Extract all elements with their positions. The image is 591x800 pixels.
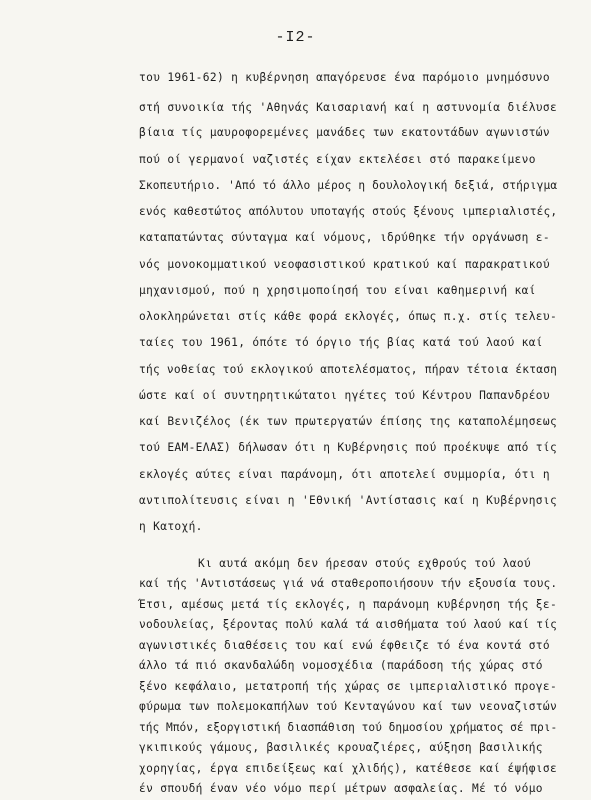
text-line: Σκοπευτήριο. 'Από τό άλλο μέρος η δουλολογική δεξιά, στήριγμα — [139, 179, 558, 192]
text-line: εκλογές αύτες είναι παράνομη, ότι αποτελεί συμμορία, ότι η — [139, 468, 550, 481]
text-line: χορηγίας, έργα επιδείξεως καί χλιδής), κατέθεσε καί έψήφισε — [139, 761, 558, 775]
text-line: φύρωμα των πολεμοκαπήλων τού Κενταγώνου καί των νεοναζιστών — [139, 700, 558, 714]
text-line: καί Βενιζέλος (έκ των πρωτεργατών έπίσης της καταπολέμησεως — [139, 415, 558, 428]
text-line: νοδουλείας, ξέροντας πολύ καλά τά αισθήματα τού λαού καί τίς — [139, 618, 558, 632]
text-line: τού ΕΑΜ-ΕΛΑΣ) δήλωσαν ότι η Κυβέρνησις πού προέκυψε από τίς — [139, 441, 558, 454]
text-line: αγωνιστικές διαθέσεις του καί ενώ έφθειζε τό ένα κοντά στό — [139, 638, 550, 652]
text-line: μηχανισμού, πού η χρησιμοποίησή του είναι καθημερινή καί — [139, 284, 536, 297]
text-line: νός μονοκομματικού νεοφασιστικού κρατικού καί παρακρατικού — [139, 258, 550, 271]
page-number: -I2- — [275, 29, 316, 46]
text-line: αντιπολίτευσις είναι η 'Εθνική 'Αντίστασις καί η Κυβέρνησις — [139, 494, 558, 507]
text-line: ώστε καί οί συντηρητικώτατοι ηγέτες τού Κέντρου Παπανδρέου — [139, 389, 550, 402]
text-line: Κι αυτά ακόμη δεν ήρεσαν στούς εχθρούς τού λαού — [198, 557, 532, 570]
text-line: ενός καθεστώτος απόλυτου υποταγής στούς ξένους ιμπεριαλιστές, — [139, 205, 558, 218]
text-line: έν σπουδή έναν νέο νόμο περί μέτρων ασφαλείας. Μέ τό νόμο — [139, 782, 543, 795]
text-line: καταπατώντας σύνταγμα καί νόμους, ιδρύθηκε τήν οργάνωση ε- — [139, 231, 550, 244]
text-line: Έτσι, αμέσως μετά τίς εκλογές, η παράνομη κυβέρνηση τής ξε- — [139, 597, 558, 611]
text-line: τής νοθείας τού εκλογικού αποτελέσματος, πήραν τέτοια έκταση — [139, 363, 558, 376]
text-line: καί τής 'Αντιστάσεως γιά νά σταθεροποιήσουν τήν εξουσία τους. — [139, 577, 558, 591]
text-line: γκιπικούς γάμους, βασιλικές κρουαζιέρες, αύξηση βασιλικής — [139, 741, 543, 755]
text-line: τής Μπόν, εξοργιστική διασπάθιση τού δημοσίου χρήματος σέ πρι- — [139, 720, 558, 734]
text-line: άλλο τά πιό σκανδαλώδη νομοσχέδια (παράδοση τής χώρας στό — [139, 659, 543, 673]
text-line: ταίες του 1961, όπότε τό όργιο τής βίας κατά τού λαού καί — [139, 336, 543, 349]
text-line: πού οί γερμανοί ναζιστές είχαν εκτελέσει στό παρακείμενο — [139, 153, 536, 166]
text-line: βίαια τίς μαυροφορεμένες μανάδες των εκατοντάδων αγωνιστών — [139, 126, 550, 139]
text-line: του 1961-62) η κυβέρνηση απαγόρευσε ένα παρόμοιο μνημόσυνο — [139, 71, 550, 84]
text-line: ξένο κεφάλαιο, μετατροπή τής χώρας σε ιμπεριαλιστικό προγε- — [139, 679, 558, 693]
text-line: η Κατοχή. — [139, 520, 203, 533]
text-line: ολοκληρώνεται στίς κάθε φορά εκλογές, όπως π.χ. στίς τελευ- — [139, 310, 558, 323]
text-line: στή συνοικία τής 'Αθηνάς Καισαριανή καί η αστυνομία διέλυσε — [139, 101, 558, 114]
